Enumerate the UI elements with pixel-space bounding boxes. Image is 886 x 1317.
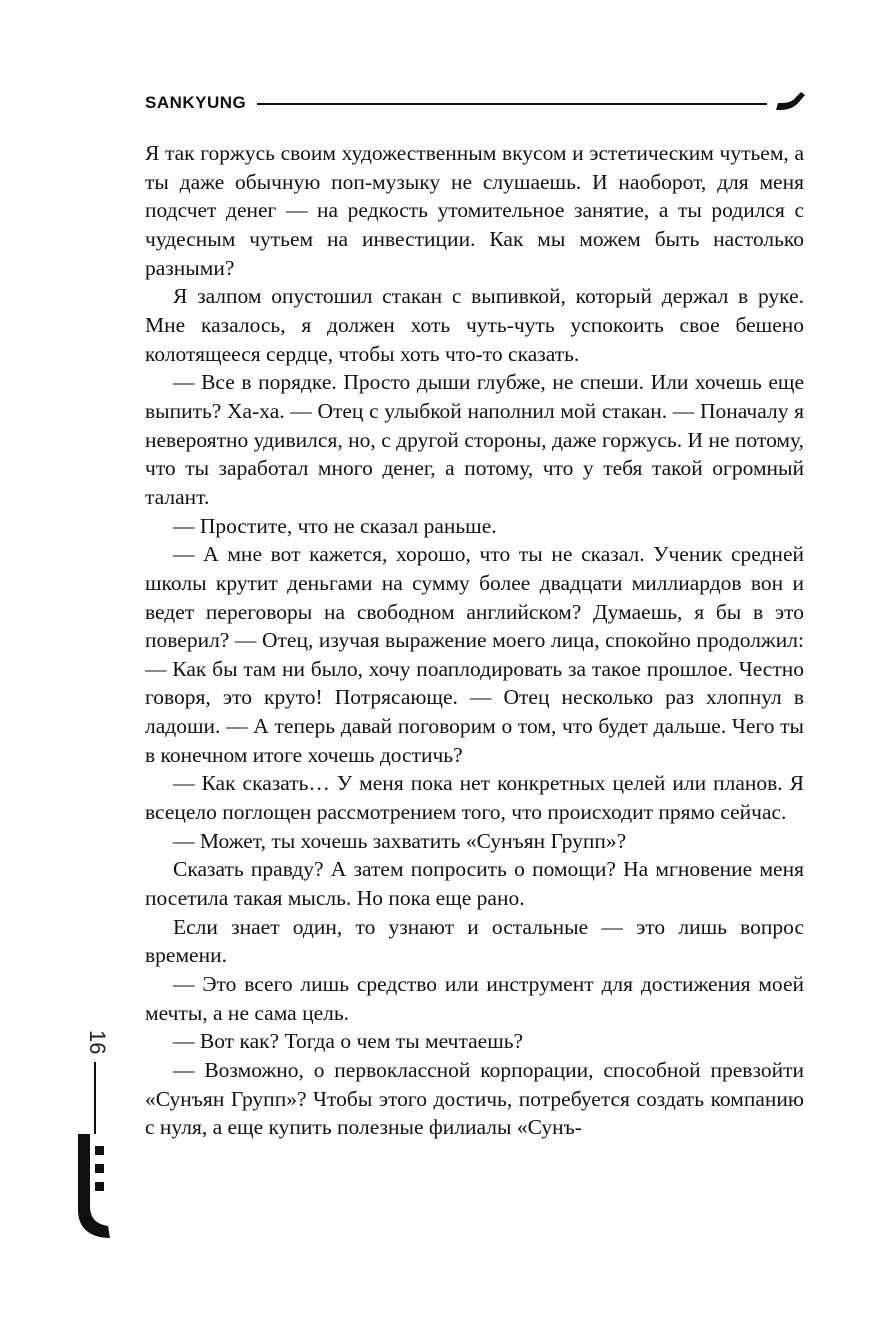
side-bracket-ornament [74,1134,114,1240]
paragraph: Сказать правду? А затем попросить о помощи? На мгновение меня посетила такая мысль. Но пока еще рано. [145,857,804,911]
paragraph: — Все в порядке. Просто дыши глубже, не спеши. Или хочешь еще выпить? Ха-ха. — Отец с улыбкой наполнил мой стакан. — Поначалу я невероятно удивился, но, с другой стороны, даже горжусь. И не потому, что ты заработал много денег, а потому, что у тебя такой огромный талант. [145,370,804,509]
paragraph: — Возможно, о первоклассной корпорации, способной превзойти «Сунъян Групп»? Чтобы этого достичь, потребуется создать компанию с нуля, а еще купить полезные филиалы «Сунъ- [145,1058,804,1140]
series-title: SANKYUNG [145,93,247,112]
paragraph: — Простите, что не сказал раньше. [173,513,497,538]
running-header [145,92,805,116]
paragraph: — А мне вот кажется, хорошо, что ты не сказал. Ученик средней школы крутит деньгами на сумму более двадцати миллиардов вон и ведет переговоры на свободном английском? Думаешь, я бы в это поверил? — Отец, изучая выражение моего лица, спокойно продолжил: — Как бы там ни было, хочу поаплодировать за такое прошлое. Честно говоря, это круто! Потрясающе. — Отец несколько раз хлопнул в ладоши. — А теперь давай поговорим о том, что будет дальше. Чего ты в конечном итоге хочешь достичь? [145,542,804,767]
side-rule [94,1062,96,1134]
paragraph: — Это всего лишь средство или инструмент для достижения моей мечты, а не сама цель. [145,972,804,1025]
header-rule [257,103,767,105]
paragraph: — Может, ты хочешь захватить «Сунъян Групп»? [173,828,627,853]
body-text [145,139,804,1142]
paragraph: Если знает один, то узнают и остальные — это лишь вопрос времени. [145,914,804,968]
page-number: 16 [85,1030,110,1055]
paragraph: — Вот как? Тогда о чем ты мечтаешь? [173,1029,524,1054]
paragraph: — Как сказать… У меня пока нет конкретных целей или планов. Я всецело поглощен рассмотрением того, что происходит прямо сейчас. [145,771,804,825]
paragraph: Я залпом опустошил стакан с выпивкой, который держал в руке. Мне казалось, я должен хоть чуть-чуть успокоить свое бешено колотящееся сердце, чтобы хоть что-то сказать. [145,284,804,366]
paragraph: Я так горжусь своим художественным вкусом и эстетическим чутьем, а ты даже обычную поп-музыку не слушаешь. И наоборот, для меня подсчет денег — на редкость утомительное занятие, а ты родился с чудесным чутьем на инвестиции. Как мы можем быть настолько разными? [145,141,804,280]
header-hook-ornament [763,90,807,114]
